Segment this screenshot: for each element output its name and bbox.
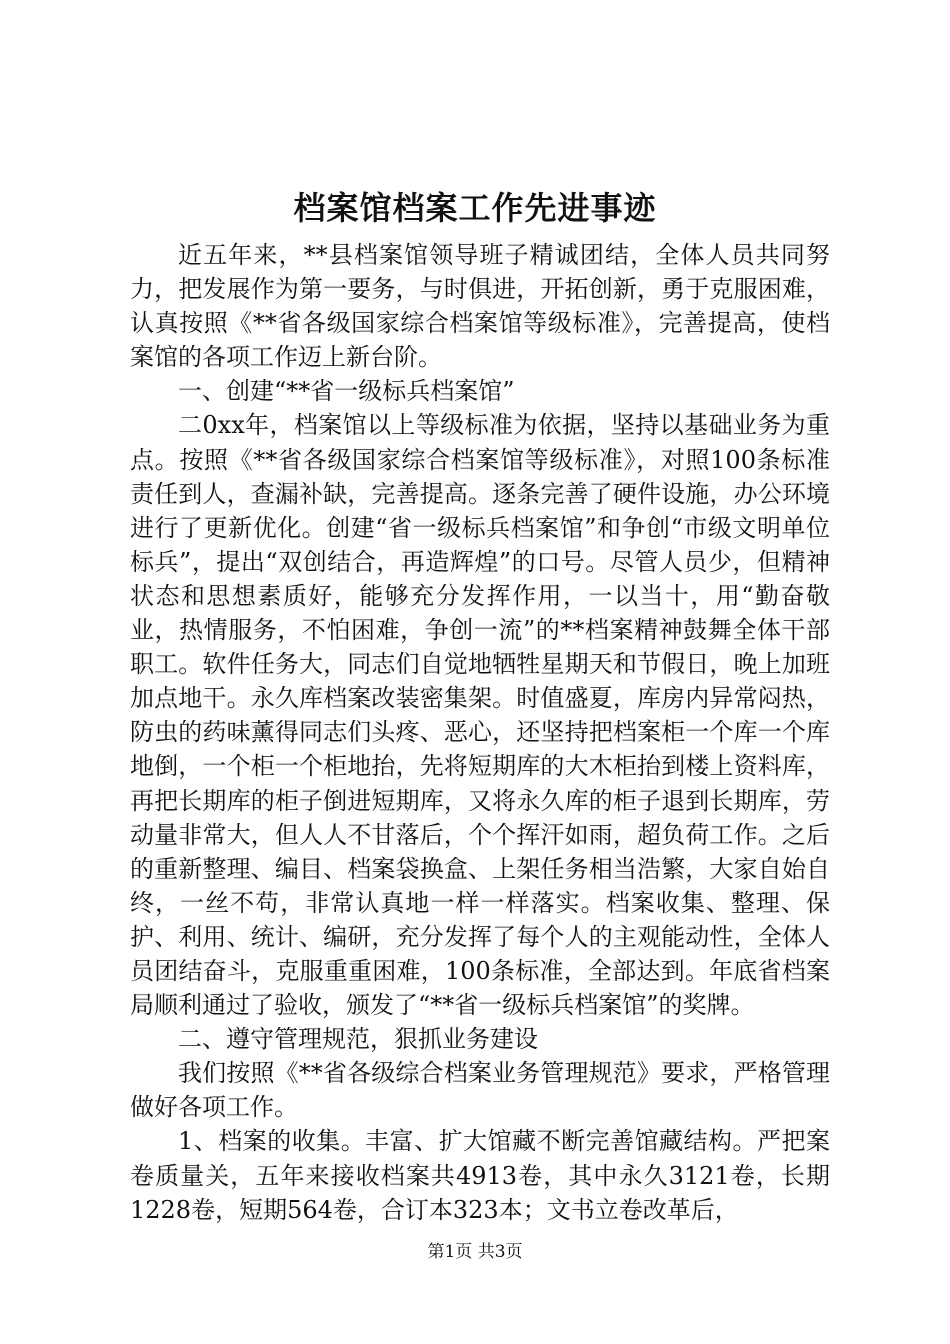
section-heading-1: 一、创建“**省一级标兵档案馆” [178, 377, 515, 406]
intro-paragraph: 近五年来，**县档案馆领导班子精诚团结，全体人员共同努力，把发展作为第一要务，与时俱进，开拓创新，勇于克服困难，认真按照《**省各级国家综合档案馆等级标准》，完善提高，使档案馆的各项工作迈上新台阶。 [130, 241, 830, 372]
document-body [130, 238, 830, 1227]
page-title: 档案馆档案工作先进事迹 [293, 189, 657, 227]
section-heading-2: 二、遵守管理规范，狠抓业务建设 [178, 1025, 538, 1054]
section-1-paragraph: 二0xx年，档案馆以上等级标准为依据，坚持以基础业务为重点。按照《**省各级国家综合档案馆等级标准》，对照100条标准责任到人，查漏补缺，完善提高。逐条完善了硬件设施，办公环境进行了更新优化。创建“省一级标兵档案馆”和争创“市级文明单位标兵”，提出“双创结合，再造辉煌”的口号。尽管人员少，但精神状态和思想素质好，能够充分发挥作用，一以当十，用“勤奋敬业，热情服务，不怕困难，争创一流”的**档案精神鼓舞全体干部职工。软件任务大，同志们自觉地牺牲星期天和节假日，晚上加班加点地干。永久库档案改装密集架。时值盛夏，库房内异常闷热，防虫的药味薰得同志们头疼、恶心，还坚持把档案柜一个库一个库地倒，一个柜一个柜地抬，先将短期库的大木柜抬到楼上资料库，再把长期库的柜子倒进短期库，又将永久库的柜子退到长期库，劳动量非常大，但人人不甘落后，个个挥汗如雨，超负荷工作。之后的重新整理、编目、档案袋换盒、上架任务相当浩繁，大家自始自终，一丝不苟，非常认真地一样一样落实。档案收集、整理、保护、利用、统计、编研，充分发挥了每个人的主观能动性，全体人员团结奋斗，克服重重困难，100条标准，全部达到。年底省档案局顺利通过了验收，颁发了“**省一级标兵档案馆”的奖牌。 [130, 411, 830, 1020]
section-2-paragraph: 我们按照《**省各级综合档案业务管理规范》要求，严格管理做好各项工作。 [130, 1059, 830, 1122]
page-footer: 第1页 共3页 [427, 1242, 523, 1262]
item-1-paragraph: 1、档案的收集。丰富、扩大馆藏不断完善馆藏结构。严把案卷质量关，五年来接收档案共4913卷，其中永久3121卷，长期1228卷，短期564卷，合订本323本；文书立卷改革后， [130, 1127, 830, 1224]
